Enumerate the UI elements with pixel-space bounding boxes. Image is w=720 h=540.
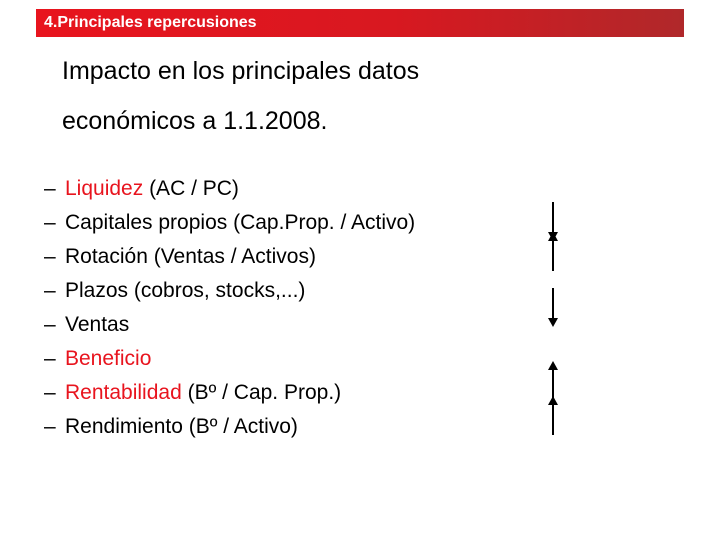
item-highlight: Beneficio bbox=[65, 347, 152, 370]
bullet-dash: – bbox=[44, 415, 56, 438]
item-highlight: Rentabilidad bbox=[65, 381, 182, 404]
slide-heading-line-2: económicos a 1.1.2008. bbox=[62, 107, 328, 135]
slide-section-title: 4.Principales repercusiones bbox=[44, 14, 257, 31]
arrow-head bbox=[548, 232, 558, 241]
bullet-dash: – bbox=[44, 381, 56, 404]
item-text: Rotación (Ventas / Activos) bbox=[65, 245, 316, 268]
item-text: (AC / PC) bbox=[143, 177, 239, 200]
item-text: Ventas bbox=[65, 313, 130, 336]
bullet-dash: – bbox=[44, 245, 56, 268]
item-text: (Bº / Cap. Prop.) bbox=[181, 381, 342, 404]
item-text: Plazos (cobros, stocks,...) bbox=[65, 279, 306, 302]
arrow-up-icon bbox=[546, 361, 560, 401]
bullet-dash: – bbox=[44, 279, 56, 302]
arrow-down-icon bbox=[546, 287, 560, 327]
bullet-dash: – bbox=[44, 211, 56, 234]
arrow-head bbox=[548, 396, 558, 405]
bullet-dash: – bbox=[44, 347, 56, 370]
slide-heading-line-1: Impacto en los principales datos bbox=[62, 57, 420, 85]
item-text: Rendimiento (Bº / Activo) bbox=[65, 415, 298, 438]
item-text: Capitales propios (Cap.Prop. / Activo) bbox=[65, 211, 416, 234]
arrow-head bbox=[548, 318, 558, 327]
arrow-head bbox=[548, 361, 558, 370]
item-highlight: Liquidez bbox=[65, 177, 144, 200]
arrow-up-icon bbox=[546, 232, 560, 272]
bullet-dash: – bbox=[44, 177, 56, 200]
arrow-up-icon bbox=[546, 396, 560, 436]
header-bar bbox=[36, 9, 684, 37]
bullet-dash: – bbox=[44, 313, 56, 336]
